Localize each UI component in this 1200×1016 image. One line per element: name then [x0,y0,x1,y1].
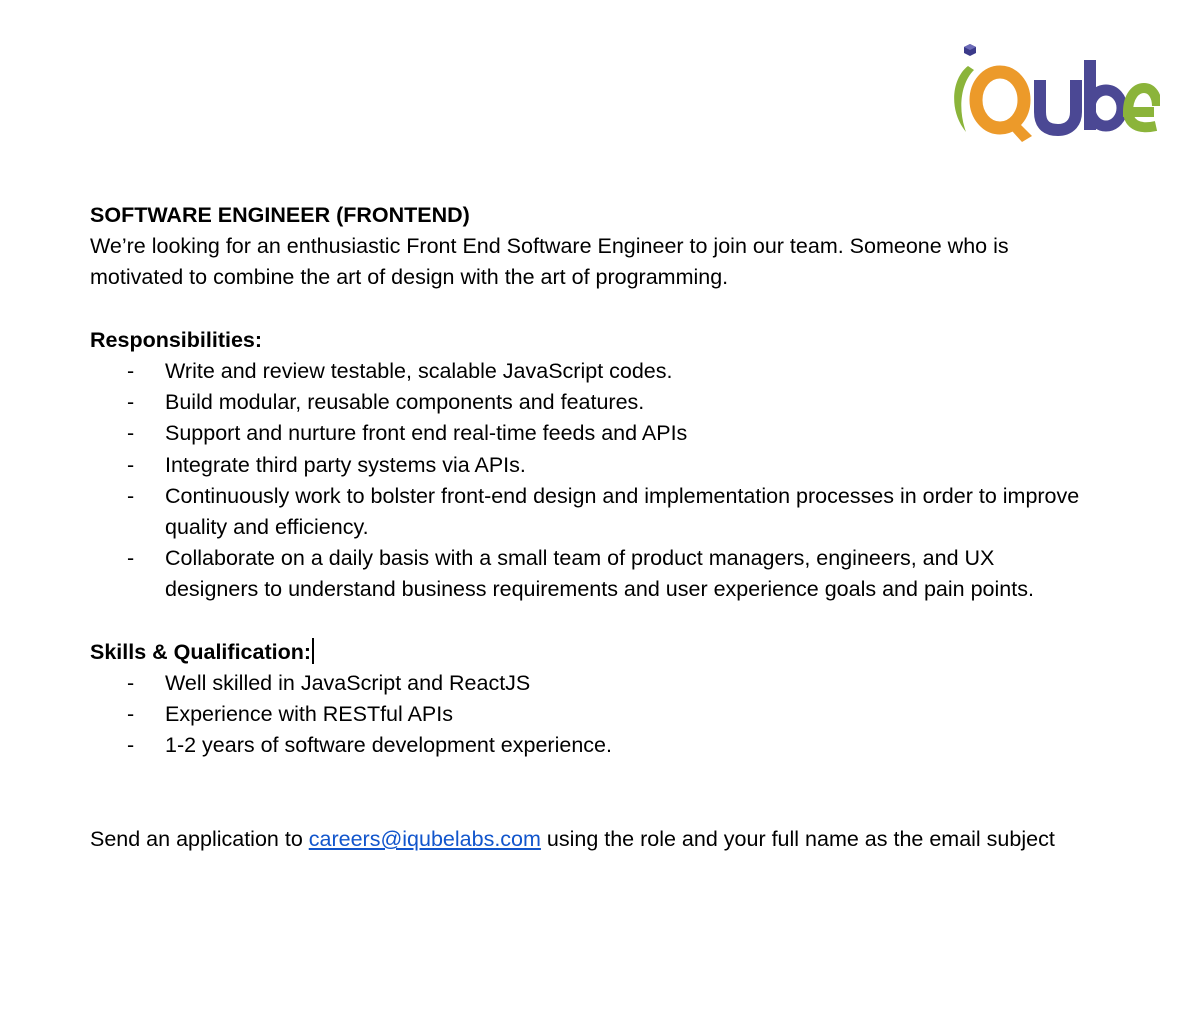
dash-bullet: - [127,452,135,477]
job-description [90,200,1080,855]
logo-letter-b [1084,60,1122,130]
job-title: SOFTWARE ENGINEER (FRONTEND) [90,203,470,227]
dash-bullet: - [127,390,135,415]
application-instructions: Send an application to careers@iqubelabs.com using the role and your full name as the email subject [90,827,1055,852]
logo-letter-e [1128,88,1157,127]
responsibilities-heading: Responsibilities: [90,327,263,352]
dash-bullet: - [127,421,135,446]
dash-bullet: - [127,702,135,727]
list-item: - Continuously work to bolster front-end design and implementation processes in order to improve quality and efficiency. [90,481,1080,543]
iqube-logo-graphic [944,40,1160,146]
list-item: - Experience with RESTful APIs [90,699,1080,730]
responsibilities-list [90,356,1080,606]
careers-email-link[interactable]: careers@iqubelabs.com [308,827,541,852]
skills-list [90,668,1080,762]
logo-letter-q [976,72,1032,142]
list-item: - Build modular, reusable components and features. [90,387,1080,418]
list-item: - Well skilled in JavaScript and ReactJS [90,668,1080,699]
text-cursor [312,638,314,664]
dash-bullet: - [127,546,135,571]
list-item: - Write and review testable, scalable JavaScript codes. [90,356,1080,387]
iqube-logo [944,40,1160,146]
skills-heading: Skills & Qualification: [90,637,1080,668]
job-intro: We’re looking for an enthusiastic Front End Software Engineer to join our team. Someone who is motivated to combine the art of design with the art of programming. [90,234,1009,290]
dash-bullet: - [127,671,135,696]
dash-bullet: - [127,483,135,508]
dash-bullet: - [127,359,135,383]
logo-letter-u [1040,80,1076,130]
list-item: - Collaborate on a daily basis with a small team of product managers, engineers, and UX designers to understand business requirements and user experience goals and pain points. [90,543,1080,605]
list-item: - 1-2 years of software development experience. [90,730,1080,761]
list-item: - Integrate third party systems via APIs. [90,450,1080,481]
dash-bullet: - [127,733,135,758]
list-item: - Support and nurture front end real-time feeds and APIs [90,418,1080,449]
